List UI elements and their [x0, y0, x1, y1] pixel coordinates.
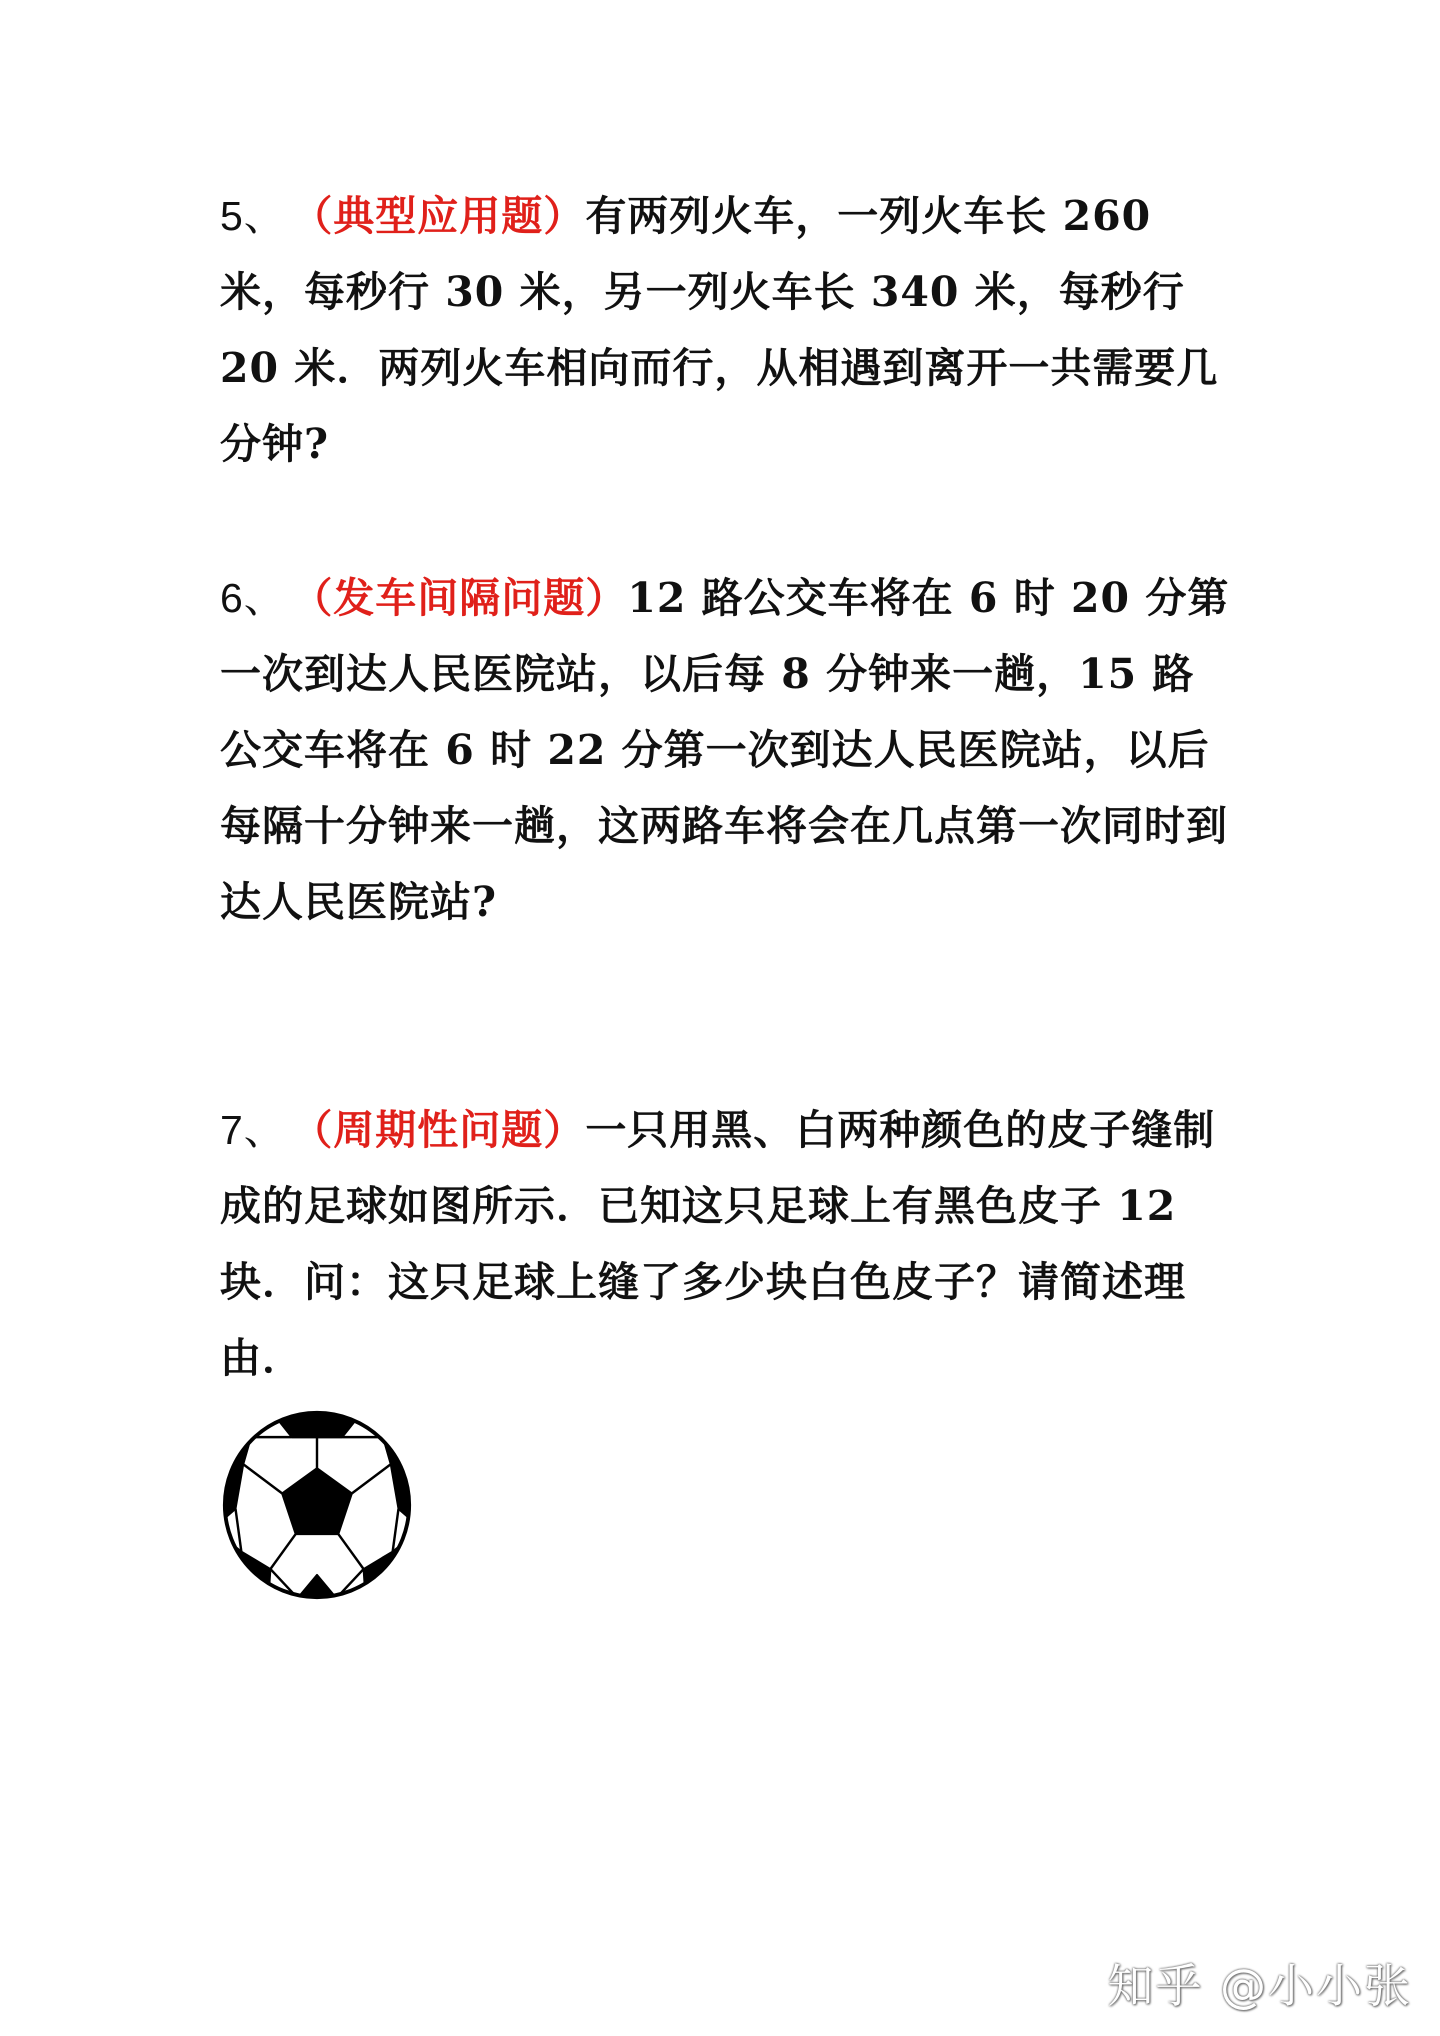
question-category-tag: （发车间隔问题）	[311, 574, 628, 622]
soccer-ball-icon	[220, 1408, 414, 1602]
question-number: 7、	[220, 1107, 286, 1153]
question-text: 一只用黑、白两种颜色的皮子缝制成的足球如图所示．已知这只足球上有黑色皮子 12 块．问：这只足球上缝了多少块白色皮子？请简述理由．	[220, 1106, 1216, 1382]
question-6	[220, 560, 1230, 940]
question-category-tag: （周期性问题）	[311, 1106, 586, 1154]
question-5	[220, 178, 1230, 482]
watermark: 知乎 @小小张	[1107, 1959, 1412, 2013]
question-text: 12 路公交车将在 6 时 20 分第一次到达人民医院站，以后每 8 分钟来一趟，15 路公交车将在 6 时 22 分第一次到达人民医院站，以后每隔十分钟来一趟，这两路车将会在几点第一次同时到达人民医院站?	[220, 574, 1230, 926]
question-number: 5、	[220, 193, 286, 239]
question-text: 有两列火车，一列火车长 260 米，每秒行 30 米，另一列火车长 340 米，每秒行 20 米．两列火车相向而行，从相遇到离开一共需要几分钟?	[220, 192, 1219, 468]
question-7	[220, 1092, 1230, 1396]
question-category-tag: （典型应用题）	[311, 192, 586, 240]
question-number: 6、	[220, 575, 286, 621]
